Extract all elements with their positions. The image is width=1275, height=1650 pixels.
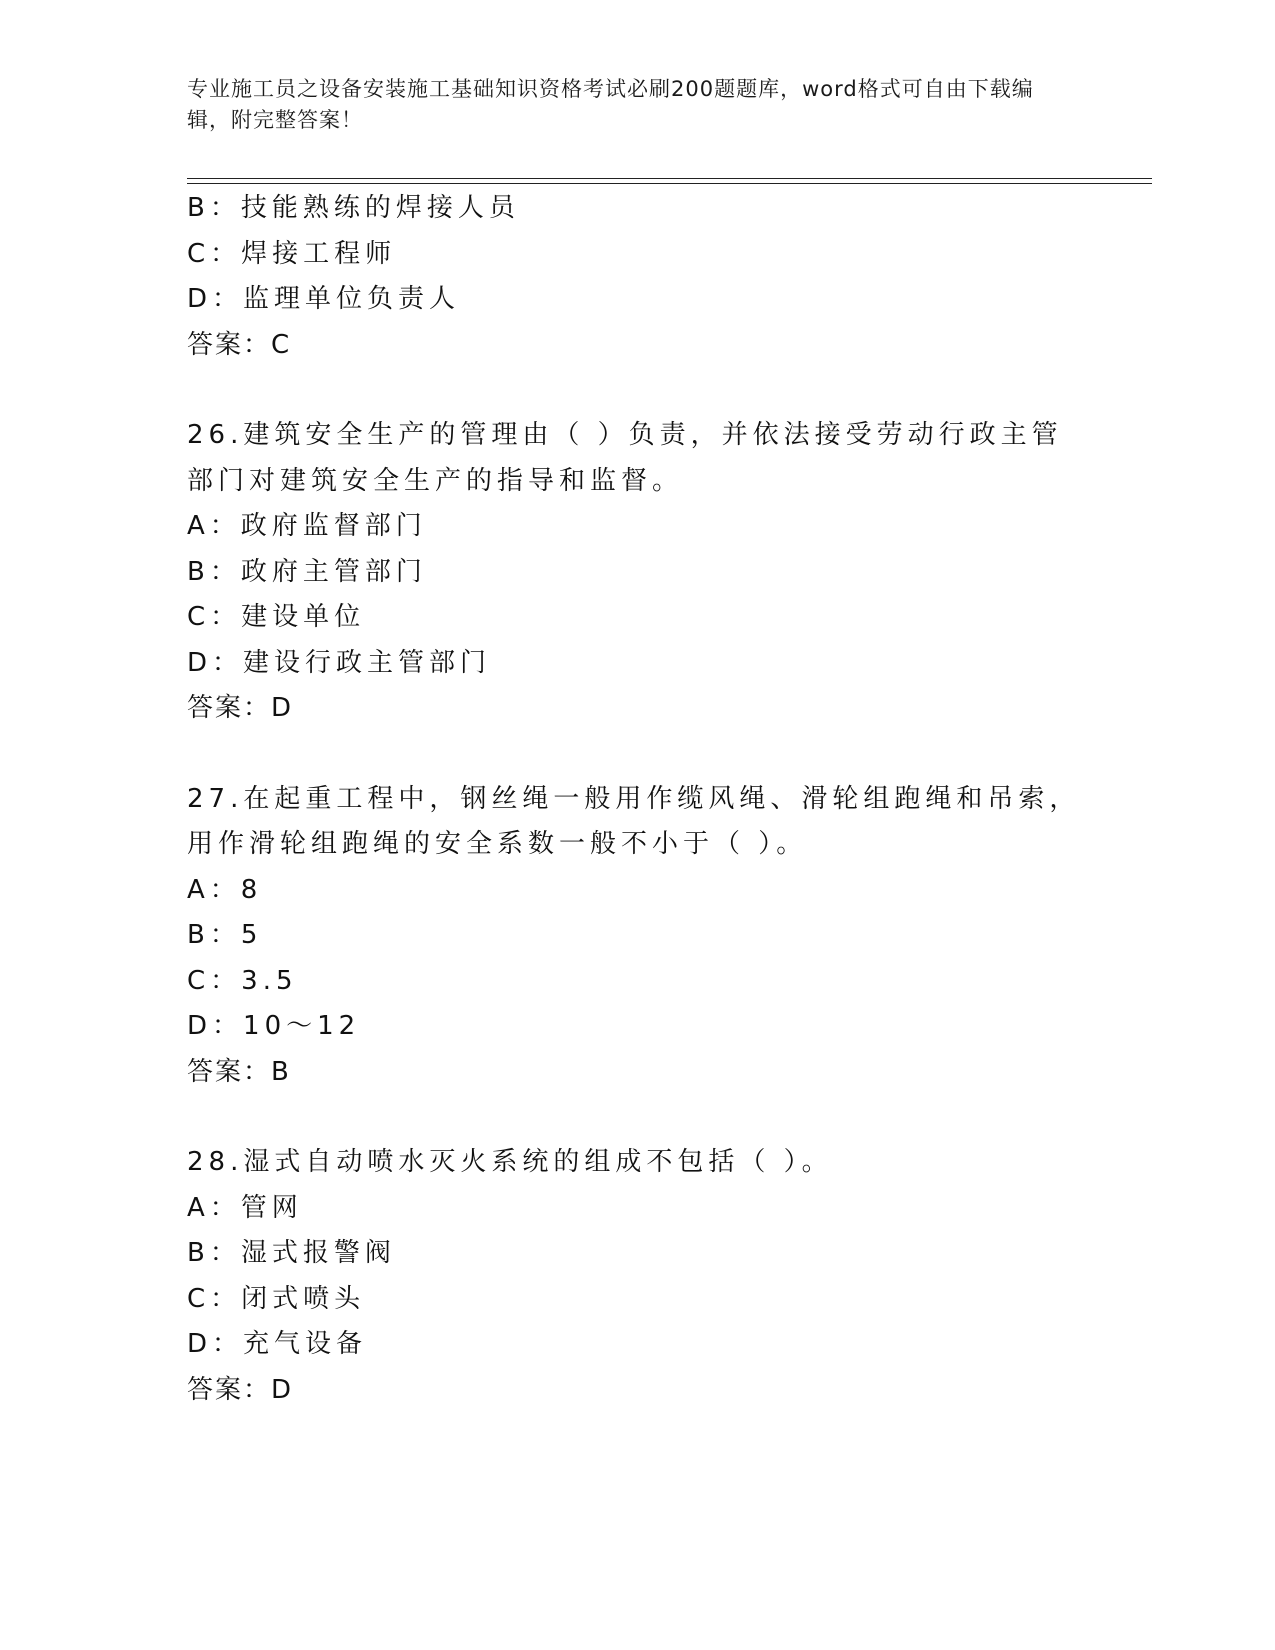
answer-line: 答案：B bbox=[187, 1056, 291, 1087]
option-d: D：监理单位负责人 bbox=[187, 284, 461, 314]
header-divider-bottom bbox=[187, 183, 1152, 184]
answer-line: 答案：D bbox=[187, 693, 294, 723]
option-a: A：政府监督部门 bbox=[187, 511, 427, 541]
option-a: A：管网 bbox=[187, 1192, 303, 1223]
question-stem: 28.湿式自动喷水灭火系统的组成不包括（ ）。 bbox=[187, 1147, 833, 1177]
question-27 bbox=[187, 777, 1087, 1096]
question-stem: 26.建筑安全生产的管理由（ ）负责，并依法接受劳动行政主管部门对建筑安全生产的指导和监督。 bbox=[187, 420, 1063, 496]
option-c: C：焊接工程师 bbox=[187, 238, 397, 269]
option-d: D：充气设备 bbox=[187, 1329, 368, 1359]
option-c: C：3.5 bbox=[187, 965, 298, 996]
question-28 bbox=[187, 1140, 1087, 1413]
option-d: D：建设行政主管部门 bbox=[187, 647, 492, 678]
option-b: B：技能熟练的焊接人员 bbox=[187, 193, 520, 223]
question-26 bbox=[187, 413, 1087, 732]
answer-line: 答案：D bbox=[187, 1374, 294, 1405]
option-c: C：闭式喷头 bbox=[187, 1283, 366, 1314]
partial-question bbox=[187, 186, 1087, 368]
question-stem: 27.在起重工程中，钢丝绳一般用作缆风绳、滑轮组跑绳和吊索，用作滑轮组跑绳的安全系数一般不小于（ ）。 bbox=[187, 783, 1081, 859]
header-divider-top bbox=[187, 178, 1152, 179]
option-c: C：建设单位 bbox=[187, 602, 366, 632]
option-b: B：湿式报警阀 bbox=[187, 1238, 396, 1268]
question-list bbox=[187, 186, 1087, 1413]
option-a: A：8 bbox=[187, 874, 263, 905]
document-header-title: 专业施工员之设备安装施工基础知识资格考试必刷200题题库，word格式可自由下载编辑，附完整答案！ bbox=[187, 77, 1034, 132]
option-b: B：政府主管部门 bbox=[187, 556, 427, 587]
answer-line: 答案：C bbox=[187, 329, 292, 360]
option-d: D：10～12 bbox=[187, 1011, 361, 1041]
option-b: B：5 bbox=[187, 920, 263, 950]
